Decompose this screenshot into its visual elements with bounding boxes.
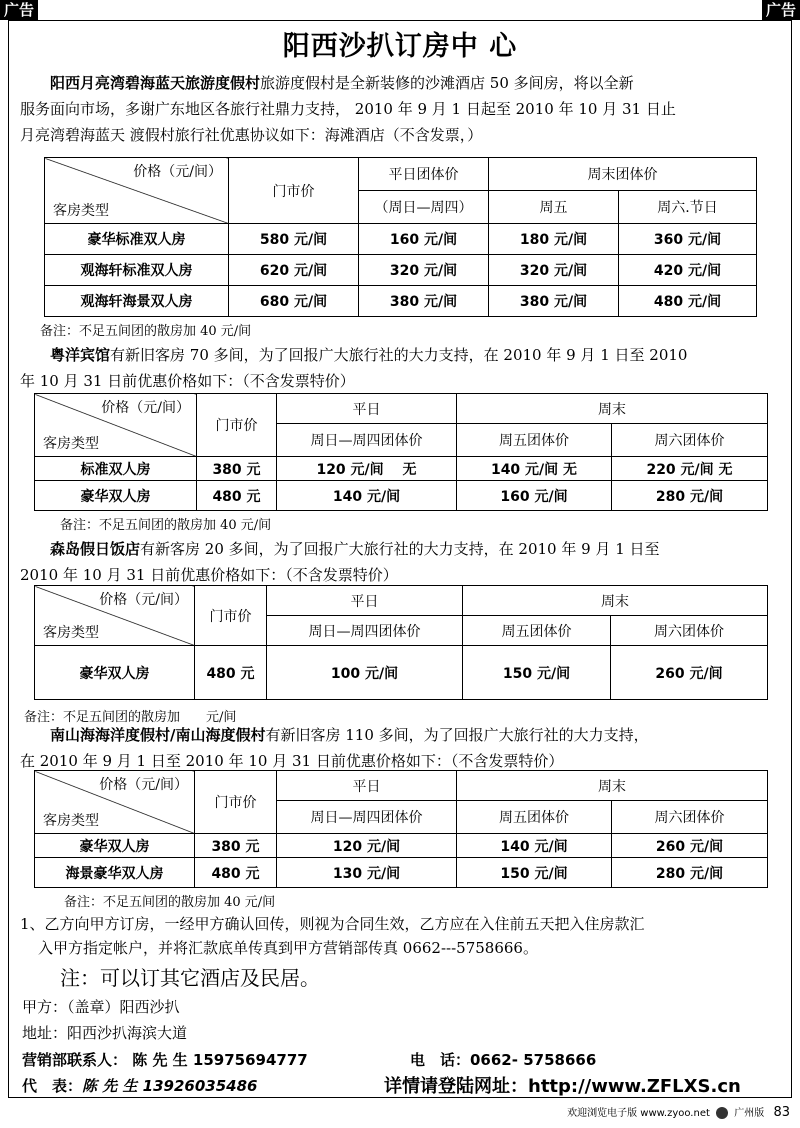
section3-intro xyxy=(20,536,780,588)
page-number: 83 xyxy=(773,1105,790,1120)
sat-price: 280 元/间 xyxy=(612,481,768,511)
rep-label: 代 表： xyxy=(22,1077,83,1095)
section2-line2: 年 10 月 31 日前优惠价格如下：（不含发票特价） xyxy=(20,372,355,390)
table2-sub3: 周六团体价 xyxy=(612,424,768,457)
table4-sub2: 周五团体价 xyxy=(457,801,612,834)
section1-intro xyxy=(20,70,780,148)
table4-weekday-header: 平日 xyxy=(277,771,457,801)
fri-price: 140 元/间 xyxy=(457,834,612,858)
sat-price: 260 元/间 xyxy=(612,834,768,858)
table1-weekend-header: 周末团体价 xyxy=(489,158,757,191)
section1-intro-text: 旅游度假村是全新装修的沙滩酒店 50 多间房，将以全新 xyxy=(260,74,634,92)
weekday-price: 140 元/间 xyxy=(277,481,457,511)
table4-sub3: 周六团体价 xyxy=(612,801,768,834)
section1-line3: 月亮湾碧海蓝天 渡假村旅行社优惠协议如下：海滩酒店（不含发票，） xyxy=(20,126,483,144)
table1-diag-header xyxy=(45,158,229,224)
table2-weekday-header: 平日 xyxy=(277,394,457,424)
door-price: 380 元 xyxy=(195,834,277,858)
table1-sat-header: 周六.节日 xyxy=(619,191,757,224)
price-table-4 xyxy=(34,770,768,888)
table2-sub1: 周日—周四团体价 xyxy=(277,424,457,457)
page-footer xyxy=(500,1104,790,1120)
logo-icon xyxy=(716,1107,728,1119)
ad-label-left: 广告 xyxy=(0,0,38,20)
footer-edition: 广州版 xyxy=(734,1108,765,1119)
room-type: 观海轩海景双人房 xyxy=(45,286,229,317)
sat-price: 280 元/间 xyxy=(612,858,768,888)
room-type: 豪华标准双人房 xyxy=(45,224,229,255)
table3-price-label: 价格（元/间） xyxy=(99,592,188,608)
fri-price: 380 元/间 xyxy=(489,286,619,317)
room-type: 豪华双人房 xyxy=(35,481,197,511)
door-price: 680 元/间 xyxy=(229,286,359,317)
table-row xyxy=(35,646,768,700)
fri-price: 150 元/间 xyxy=(463,646,611,700)
section4-note: 备注：不足五间团的散房加 40 元/间 xyxy=(64,895,276,910)
party-a: 甲方：（盖章）阳西沙扒 xyxy=(22,998,180,1016)
door-price: 480 元 xyxy=(197,481,277,511)
door-price: 580 元/间 xyxy=(229,224,359,255)
section4-intro-text: 有新旧客房 110 多间，为了回报广大旅行社的大力支持， xyxy=(265,726,649,744)
fri-price: 180 元/间 xyxy=(489,224,619,255)
sat-price: 220 元/间 无 xyxy=(612,457,768,481)
weekday-price: 130 元/间 xyxy=(277,858,457,888)
representative xyxy=(22,1075,258,1096)
sat-price: 260 元/间 xyxy=(611,646,768,700)
notice: 注：可以订其它酒店及民居。 xyxy=(60,966,320,990)
section3-note: 备注：不足五间团的散房加 元/间 xyxy=(24,710,237,725)
contact: 营销部联系人： 陈 先 生 15975694777 xyxy=(22,1051,308,1069)
table4-type-label: 客房类型 xyxy=(43,813,99,829)
table2-door-header: 门市价 xyxy=(197,394,277,457)
table-row xyxy=(35,457,768,481)
door-price: 480 元 xyxy=(195,646,267,700)
table-row xyxy=(45,224,757,255)
table2-diag-header xyxy=(35,394,197,457)
fri-price: 150 元/间 xyxy=(457,858,612,888)
phone: 电 话：0662- 5758666 xyxy=(410,1051,597,1069)
room-type: 豪华双人房 xyxy=(35,646,195,700)
table1-weekday-sub: （周日—周四） xyxy=(359,191,489,224)
fri-price: 320 元/间 xyxy=(489,255,619,286)
table-row xyxy=(35,481,768,511)
table3-sub3: 周六团体价 xyxy=(611,616,768,646)
table2-price-label: 价格（元/间） xyxy=(101,400,190,416)
hotel3-name: 森岛假日饭店 xyxy=(50,540,141,558)
table1-weekday-header: 平日团体价 xyxy=(359,158,489,191)
section2-intro xyxy=(20,342,780,394)
table1-fri-header: 周五 xyxy=(489,191,619,224)
section4-intro xyxy=(20,722,780,774)
weekday-price: 380 元/间 xyxy=(359,286,489,317)
table4-weekend-header: 周末 xyxy=(457,771,768,801)
table-row xyxy=(45,286,757,317)
room-type: 豪华双人房 xyxy=(35,834,195,858)
room-type: 标准双人房 xyxy=(35,457,197,481)
weekday-price: 120 元/间 无 xyxy=(277,457,457,481)
section1-note: 备注：不足五间团的散房加 40 元/间 xyxy=(40,324,252,339)
table3-door-header: 门市价 xyxy=(195,586,267,646)
section4-line2: 在 2010 年 9 月 1 日至 2010 年 10 月 31 日前优惠价格如下：（不含发票特价） xyxy=(20,752,564,770)
price-table-2 xyxy=(34,393,768,511)
terms-line2: 入甲方指定帐户，并将汇款底单传真到甲方营销部传真 0662---5758666。 xyxy=(38,939,538,957)
table1-door-header: 门市价 xyxy=(229,158,359,224)
weekday-price: 100 元/间 xyxy=(267,646,463,700)
section2-note: 备注：不足五间团的散房加 40 元/间 xyxy=(60,518,272,533)
address: 地址：阳西沙扒海滨大道 xyxy=(22,1024,188,1042)
price-table-1 xyxy=(44,157,757,317)
door-price: 620 元/间 xyxy=(229,255,359,286)
door-price: 380 元 xyxy=(197,457,277,481)
table4-door-header: 门市价 xyxy=(195,771,277,834)
table2-sub2: 周五团体价 xyxy=(457,424,612,457)
sat-price: 480 元/间 xyxy=(619,286,757,317)
table3-weekday-header: 平日 xyxy=(267,586,463,616)
table3-diag-header xyxy=(35,586,195,646)
section2-intro-text: 有新旧客房 70 多间，为了回报广大旅行社的大力支持，在 2010 年 9 月 1 日至 2010 xyxy=(110,346,688,364)
table4-sub1: 周日—周四团体价 xyxy=(277,801,457,834)
section1-line2: 服务面向市场，多谢广东地区各旅行社鼎力支持， 2010 年 9 月 1 日起至 2010 年 10 月 31 日止 xyxy=(20,100,676,118)
table3-type-label: 客房类型 xyxy=(43,625,99,641)
terms-line1: 1、乙方向甲方订房，一经甲方确认回传，则视为合同生效，乙方应在入住前五天把入住房款汇 xyxy=(20,915,645,933)
terms xyxy=(20,912,780,960)
table4-diag-header xyxy=(35,771,195,834)
ad-label-right: 广告 xyxy=(762,0,800,20)
table3-sub2: 周五团体价 xyxy=(463,616,611,646)
table2-type-label: 客房类型 xyxy=(43,436,99,452)
room-type: 观海轩标准双人房 xyxy=(45,255,229,286)
weekday-price: 120 元/间 xyxy=(277,834,457,858)
weekday-price: 160 元/间 xyxy=(359,224,489,255)
rep-value: 陈 先 生 13926035486 xyxy=(82,1077,258,1095)
table1-type-label: 客房类型 xyxy=(53,203,109,219)
table3-sub1: 周日—周四团体价 xyxy=(267,616,463,646)
sat-price: 420 元/间 xyxy=(619,255,757,286)
price-table-3 xyxy=(34,585,768,700)
sat-price: 360 元/间 xyxy=(619,224,757,255)
section3-line2: 2010 年 10 月 31 日前优惠价格如下：（不含发票特价） xyxy=(20,566,398,584)
hotel4-name: 南山海海洋度假村/南山海度假村 xyxy=(50,726,266,744)
table1-price-label: 价格（元/间） xyxy=(133,164,222,180)
fri-price: 140 元/间 无 xyxy=(457,457,612,481)
table3-weekend-header: 周末 xyxy=(463,586,768,616)
table-row xyxy=(35,858,768,888)
website[interactable]: 详情请登陆网址：http://www.ZFLXS.cn xyxy=(384,1076,741,1097)
page-title: 阳西沙扒订房中 心 xyxy=(282,31,518,62)
door-price: 480 元 xyxy=(195,858,277,888)
room-type: 海景豪华双人房 xyxy=(35,858,195,888)
table2-weekend-header: 周末 xyxy=(457,394,768,424)
weekday-price: 320 元/间 xyxy=(359,255,489,286)
hotel2-name: 粤洋宾馆 xyxy=(50,346,111,364)
fri-price: 160 元/间 xyxy=(457,481,612,511)
table-row xyxy=(45,255,757,286)
footer-text: 欢迎浏览电子版 www.zyoo.net xyxy=(567,1108,710,1119)
table4-price-label: 价格（元/间） xyxy=(99,777,188,793)
hotel1-name: 阳西月亮湾碧海蓝天旅游度假村 xyxy=(50,74,261,92)
section3-intro-text: 有新客房 20 多间，为了回报广大旅行社的大力支持，在 2010 年 9 月 1 日至 xyxy=(140,540,660,558)
table-row xyxy=(35,834,768,858)
